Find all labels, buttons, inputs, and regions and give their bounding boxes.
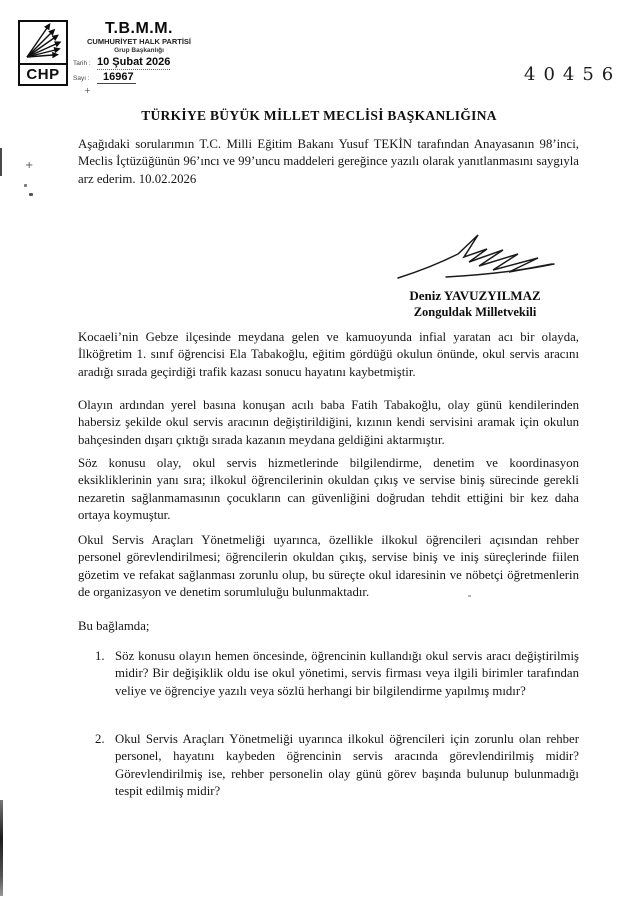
letterhead-text (73, 20, 205, 84)
scan-mark-artifact: + (25, 160, 34, 171)
body-paragraph: Kocaeli’nin Gebze ilçesinde meydana gelen ve kamuoyunda infial yaratan acı bir olayda, İlköğretim 1. sınıf öğrencisi Ela Tabakoğlu, eğitim gördüğü okulun önünde, okul servis aracını aradığı sırada geçirdiği trafik kazası sonucu hayatını kaybetmiştir. (78, 330, 579, 379)
question-item (95, 731, 579, 800)
signer-name: Deniz YAVUZYILMAZ (409, 288, 541, 303)
org-name: T.B.M.M. (105, 20, 173, 37)
six-arrows-icon (20, 22, 61, 63)
party-name: CUMHURİYET HALK PARTİSİ (86, 37, 192, 46)
scan-edge-artifact (0, 800, 3, 896)
question-text: Söz konusu olayın hemen öncesinde, öğrencinin kullandığı okul servis aracı değiştirilmiş midir? Bir değişiklik oldu ise okul yönetimi, servis firması veya ilgili birimler tarafından veliye ve öğrenciye yazılı veya sözlü herhangi bir bilgilendirme yapılmış mıdır? (115, 649, 579, 698)
registry-stamp-number: 40456 (524, 64, 622, 85)
scan-mark-artifact (24, 184, 27, 187)
intro-paragraph: Aşağıdaki sorularımın T.C. Milli Eğitim Bakanı Yusuf TEKİN tarafından Anayasanın 98’inci, Meclis İçtüzüğünün 96’ıncı ve 99’uncu maddeleri gereğince yazılı olarak yanıtlanmasını saygıyla arz ederim. 10.02.2026 (78, 137, 579, 186)
date-label: Tarih : (73, 60, 91, 67)
date-value: 10 Şubat 2026 (97, 56, 171, 68)
number-label: Sayı : (73, 75, 90, 82)
question-text: Okul Servis Araçları Yönetmeliği uyarınca ilkokul öğrencileri için zorunlu olan rehber personel, hayatını kaybeden öğrencinin servis aracında görevlendirilmiş midir? Görevlendirilmiş ise, rehber personelin olay günü görev başında bulunup bulunmadığı tespit edilmiş midir? (115, 732, 579, 798)
question-item (95, 648, 579, 700)
question-number: 2. (95, 732, 105, 746)
number-value: 16967 (97, 71, 136, 84)
scan-mark-artifact (29, 193, 33, 196)
body-paragraph: Okul Servis Araçları Yönetmeliği uyarınca, özellikle ilkokul öğrencileri açısından rehber personel görevlendirilmesi; öğrencilerin okuldan çıkış, servise biniş ve iniş süreçlerinde fiilen gözetim ve refakat sağlanması zorunlu olup, bu süreçte okul idaresinin ve nöbetçi öğretmenlerin de organizasyon ve denetim sorumluluğu bulunmaktadır. (78, 533, 579, 599)
body-paragraph: Olayın ardından yerel basına konuşan acılı baba Fatih Tabakoğlu, olay günü kendilerinden habersiz şekilde okul servis aracının değiştirildiğini, kızının kendi servisini aramak için okulun bahçesinden dışarı çıktığı sırada kazanın meydana geldiğini aktarmıştır. (78, 398, 579, 447)
unit-name: Grup Başkanlığı (114, 47, 164, 54)
scan-edge-artifact (0, 148, 2, 176)
chp-logo-text: CHP (20, 63, 66, 84)
date-row (73, 56, 205, 70)
lead-in-text: Bu bağlamda; (78, 619, 150, 633)
question-number: 1. (95, 649, 105, 663)
chp-logo (18, 20, 68, 86)
signature-block (352, 230, 598, 320)
document-title: TÜRKİYE BÜYÜK MİLLET MECLİSİ BAŞKANLIĞINA (141, 108, 497, 123)
body-paragraph: Söz konusu olay, okul servis hizmetlerinde bilgilendirme, denetim ve koordinasyon eksikliklerinin yanı sıra; ilkokul öğrencilerinin okuldan çıkış ve servise biniş sürecinde gerekli nezaretin sağlanmamasının çocukların can güvenliğini doğrudan tehdit ettiğini bir kez daha ortaya koymuştur. (78, 456, 579, 522)
scan-mark-artifact: + (84, 86, 91, 95)
handwritten-signature (390, 230, 560, 288)
letterhead (18, 20, 205, 86)
signer-title: Zonguldak Milletvekili (413, 305, 537, 319)
number-row (73, 71, 205, 84)
